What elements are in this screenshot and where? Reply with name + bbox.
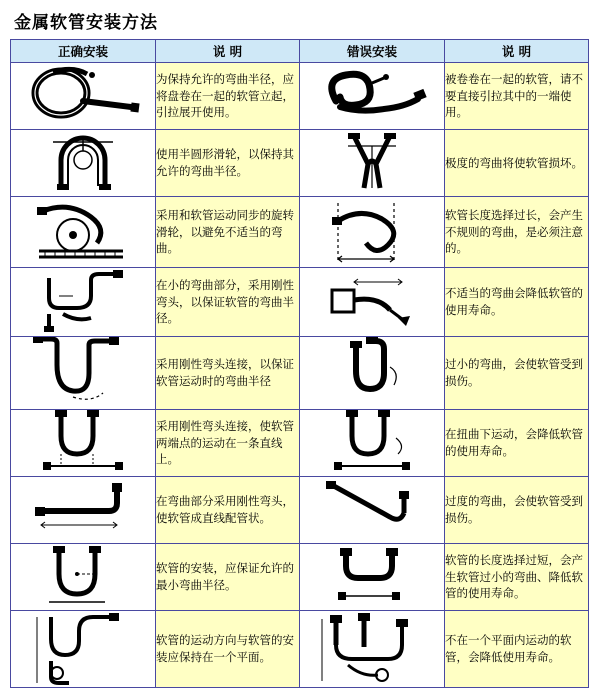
installation-methods-table xyxy=(10,39,589,688)
figure-cell-correct xyxy=(11,337,156,410)
page-title: 金属软管安装方法 xyxy=(14,13,158,33)
figure-cell-correct xyxy=(11,197,156,268)
motion-out-of-plane-icon xyxy=(300,611,444,687)
figure-cell-wrong xyxy=(300,63,445,130)
coiled-hose-pulled-end-icon xyxy=(300,63,444,129)
figure-cell-correct xyxy=(11,477,156,544)
hose-too-long-irregular-bend-icon xyxy=(300,197,444,267)
desc-cell-correct: 采用刚性弯头连接，使软管两端点的运动在一条直线上。 xyxy=(156,410,300,477)
hose-too-short-small-bend-icon xyxy=(300,544,444,610)
table-row xyxy=(11,337,589,410)
desc-cell-correct: 采用刚性弯头连接，以保证软管运动时的弯曲半径 xyxy=(156,337,300,410)
figure-cell-correct xyxy=(11,63,156,130)
desc-cell-wrong: 不适当的弯曲会降低软管的使用寿命。 xyxy=(445,268,589,337)
rigid-elbow-small-bend-icon xyxy=(11,268,155,336)
improper-bend-shortens-life-icon xyxy=(300,268,444,336)
figure-cell-wrong xyxy=(300,337,445,410)
table-row xyxy=(11,268,589,337)
figure-cell-correct xyxy=(11,611,156,688)
figure-cell-wrong xyxy=(300,410,445,477)
table-row xyxy=(11,611,589,688)
figure-cell-correct xyxy=(11,410,156,477)
desc-cell-wrong: 在扭曲下运动，会降低软管的使用寿命。 xyxy=(445,410,589,477)
header-description-2: 说 明 xyxy=(445,40,589,63)
desc-cell-wrong: 不在一个平面内运动的软管，会降低使用寿命。 xyxy=(445,611,589,688)
coiled-hose-standing-roll-icon xyxy=(11,63,155,129)
figure-cell-wrong xyxy=(300,197,445,268)
desc-cell-correct: 软管的安装，应保证允许的最小弯曲半径。 xyxy=(156,544,300,611)
figure-cell-wrong xyxy=(300,477,445,544)
figure-cell-correct xyxy=(11,268,156,337)
table-row xyxy=(11,197,589,268)
desc-cell-wrong: 软管的长度选择过短，会产生软管过小的弯曲、降低软管的使用寿命。 xyxy=(445,544,589,611)
hose-sharp-bend-over-edge-icon xyxy=(300,130,444,196)
excessive-bend-icon xyxy=(300,477,444,543)
desc-cell-wrong: 软管长度选择过长，会产生不规则的弯曲，是必须注意的。 xyxy=(445,197,589,268)
header-description-1: 说 明 xyxy=(156,40,300,63)
figure-cell-correct xyxy=(11,544,156,611)
too-small-bend-radius-icon xyxy=(300,337,444,409)
table-body xyxy=(11,63,589,688)
figure-cell-wrong xyxy=(300,544,445,611)
desc-cell-correct: 在弯曲部分采用刚性弯头，使软管成直线配管状。 xyxy=(156,477,300,544)
table-row xyxy=(11,410,589,477)
rigid-elbow-straight-piping-icon xyxy=(11,477,155,543)
figure-cell-wrong xyxy=(300,130,445,197)
desc-cell-correct: 为保持允许的弯曲半径，应将盘卷在一起的软管立起，引拉展开使用。 xyxy=(156,63,300,130)
hose-with-synchronized-rotating-pulley-icon xyxy=(11,197,155,267)
desc-cell-wrong: 极度的弯曲将使软管损坏。 xyxy=(445,130,589,197)
desc-cell-correct: 使用半圆形滑轮，以保持其允许的弯曲半径。 xyxy=(156,130,300,197)
desc-cell-correct: 在小的弯曲部分，采用刚性弯头，以保证软管的弯曲半径。 xyxy=(156,268,300,337)
header-correct-install: 正确安装 xyxy=(11,40,156,63)
desc-cell-wrong: 过度的弯曲，会使软管受到损伤。 xyxy=(445,477,589,544)
figure-cell-wrong xyxy=(300,268,445,337)
rigid-elbows-both-ends-straight-line-icon xyxy=(11,410,155,476)
table-row xyxy=(11,544,589,611)
motion-plane-aligned-icon xyxy=(11,611,155,687)
torsion-movement-icon xyxy=(300,410,444,476)
table-row xyxy=(11,477,589,544)
desc-cell-wrong: 被卷卷在一起的软管，请不要直接引拉其中的一端使用。 xyxy=(445,63,589,130)
rigid-elbow-connection-moving-hose-icon xyxy=(11,337,155,409)
header-wrong-install: 错误安装 xyxy=(300,40,445,63)
minimum-bend-radius-install-icon xyxy=(11,544,155,610)
table-row xyxy=(11,63,589,130)
desc-cell-correct: 采用和软管运动同步的旋转滑轮，以避免不适当的弯曲。 xyxy=(156,197,300,268)
figure-cell-wrong xyxy=(300,611,445,688)
table-row xyxy=(11,130,589,197)
hose-over-semicircle-pulley-icon xyxy=(11,130,155,196)
desc-cell-wrong: 过小的弯曲，会使软管受到损伤。 xyxy=(445,337,589,410)
table-header-row xyxy=(11,40,589,63)
desc-cell-correct: 软管的运动方向与软管的安装应保持在一个平面。 xyxy=(156,611,300,688)
figure-cell-correct xyxy=(11,130,156,197)
